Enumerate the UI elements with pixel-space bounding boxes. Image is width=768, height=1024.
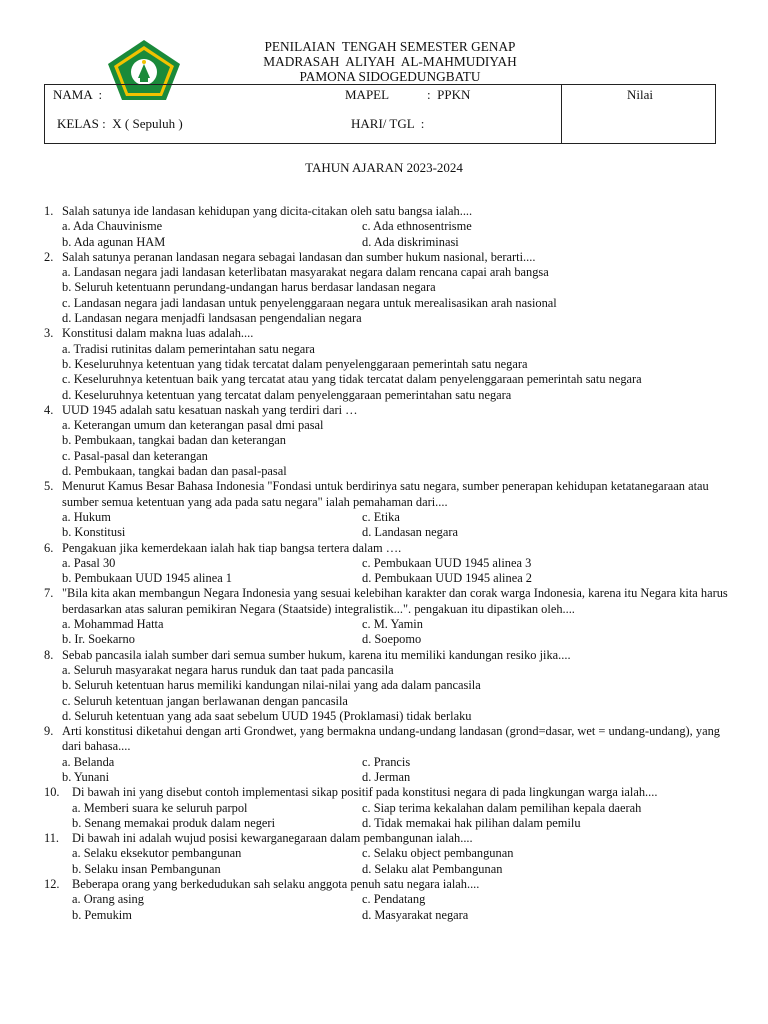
option-row — [44, 464, 734, 479]
question-stem — [44, 877, 734, 892]
answer-option: a. Selaku eksekutor pembangunan — [72, 846, 242, 861]
mapel-label: MAPEL — [345, 87, 390, 102]
option-row — [44, 678, 734, 693]
answer-option: b. Pemukim — [72, 907, 132, 922]
question-text: Konstitusi dalam makna luas adalah.... — [62, 326, 254, 341]
question-number: 11. — [44, 831, 60, 846]
answer-option: d. Seluruh ketentuan yang ada saat sebelum UUD 1945 (Proklamasi) tidak berlaku — [62, 708, 472, 723]
identity-divider — [561, 85, 562, 143]
question-item — [44, 541, 734, 587]
question-number: 7. — [44, 586, 54, 601]
question-text: Salah satunya ide landasan kehidupan yang dicita-citakan oleh satu bangsa ialah.... — [62, 204, 473, 218]
question-number: 6. — [44, 540, 54, 555]
option-row — [44, 908, 734, 923]
answer-option: d. Keseluruhnya ketentuan yang tercatat dalam penyelenggaraan pemerintahan satu negara — [62, 387, 512, 402]
option-row — [44, 265, 734, 280]
question-item — [44, 877, 734, 923]
answer-option: d. Masyarakat negara — [362, 907, 469, 922]
option-row — [44, 846, 734, 861]
answer-option: c. Seluruh ketentuan jangan berlawanan dengan pancasila — [62, 693, 348, 708]
answer-option: c. Prancis — [362, 754, 411, 769]
hari-tgl-field: HARI/ TGL : — [351, 116, 425, 131]
question-item — [44, 326, 734, 402]
option-row — [44, 357, 734, 372]
answer-option: a. Orang asing — [72, 892, 144, 907]
question-stem — [44, 403, 734, 418]
answer-option: c. Pendatang — [362, 892, 426, 907]
answer-option: b. Selaku insan Pembangunan — [72, 861, 221, 876]
option-row — [44, 709, 734, 724]
answer-option: c. Ada ethnosentrisme — [362, 219, 472, 234]
answer-option: a. Memberi suara ke seluruh parpol — [72, 800, 248, 815]
option-row — [44, 571, 734, 586]
answer-option: b. Pembukaan UUD 1945 alinea 1 — [62, 571, 232, 586]
question-stem — [44, 831, 734, 846]
answer-option: a. Ada Chauvinisme — [62, 219, 163, 234]
question-stem — [44, 785, 734, 800]
answer-option: c. Pasal-pasal dan keterangan — [62, 448, 208, 463]
question-number: 5. — [44, 479, 54, 494]
question-number: 10. — [44, 785, 60, 800]
option-row — [44, 862, 734, 877]
question-stem — [44, 204, 734, 219]
option-row — [44, 556, 734, 571]
answer-option: c. Etika — [362, 509, 400, 524]
question-number: 12. — [44, 877, 60, 892]
option-row — [44, 235, 734, 250]
option-row — [44, 433, 734, 448]
answer-option: d. Soepomo — [362, 632, 422, 647]
answer-option: a. Tradisi rutinitas dalam pemerintahan satu negara — [62, 341, 315, 356]
answer-option: a. Keterangan umum dan keterangan pasal dmi pasal — [62, 418, 324, 433]
option-row — [44, 280, 734, 295]
answer-option: d. Jerman — [362, 769, 411, 784]
question-text: Arti konstitusi diketahui dengan arti Grondwet, yang bermakna undang-undang landasan (grond=dasar, wet = undang-undang), yang dari bahasa.... — [62, 724, 720, 754]
answer-option: b. Yunani — [62, 769, 110, 784]
identity-box — [44, 84, 716, 144]
option-row — [44, 342, 734, 357]
question-number: 9. — [44, 724, 54, 739]
answer-option: c. Pembukaan UUD 1945 alinea 3 — [362, 555, 532, 570]
answer-option: a. Seluruh masyarakat negara harus runduk dan taat pada pancasila — [62, 662, 394, 677]
answer-option: b. Keseluruhnya ketentuan yang tidak tercatat dalam penyelenggaraan pemerintah satu negara — [62, 356, 528, 371]
question-item — [44, 586, 734, 647]
academic-year: TAHUN AJARAN 2023-2024 — [305, 160, 463, 175]
mapel-value: : PPKN — [427, 87, 471, 102]
header-location: PAMONA SIDOGEDUNGBATU — [299, 69, 481, 84]
answer-option: a. Belanda — [62, 754, 115, 769]
answer-option: b. Ir. Soekarno — [62, 632, 135, 647]
answer-option: d. Landasan negara menjadfi landsasan pengendalian negara — [62, 311, 362, 326]
answer-option: b. Senang memakai produk dalam negeri — [72, 815, 276, 830]
answer-option: a. Pasal 30 — [62, 555, 116, 570]
question-stem — [44, 326, 734, 341]
option-row — [44, 388, 734, 403]
option-row — [44, 296, 734, 311]
answer-option: c. Selaku object pembangunan — [362, 846, 514, 861]
answer-option: d. Landasan negara — [362, 525, 458, 540]
question-stem — [44, 479, 734, 510]
question-item — [44, 204, 734, 250]
question-stem — [44, 648, 734, 663]
header-school: MADRASAH ALIYAH AL-MAHMUDIYAH — [263, 54, 517, 69]
question-text: Salah satunya peranan landasan negara sebagai landasan dan sumber hukum nasional, berarti.... — [62, 249, 536, 264]
answer-option: b. Seluruh ketentuan harus memiliki kandungan nilai-nilai yang ada dalam pancasila — [62, 678, 481, 693]
question-item — [44, 648, 734, 724]
option-row — [44, 755, 734, 770]
option-row — [44, 663, 734, 678]
question-text: Di bawah ini adalah wujud posisi kewarganegaraan dalam pembangunan ialah.... — [72, 831, 473, 846]
question-stem — [44, 586, 734, 617]
question-item — [44, 785, 734, 831]
answer-option: b. Ada agunan HAM — [62, 234, 166, 249]
question-item — [44, 724, 734, 785]
answer-option: d. Pembukaan UUD 1945 alinea 2 — [362, 571, 532, 586]
question-number: 1. — [44, 204, 54, 218]
question-number: 3. — [44, 326, 54, 341]
question-stem — [44, 250, 734, 265]
question-stem — [44, 541, 734, 556]
nama-field: NAMA : — [53, 87, 103, 102]
option-row — [44, 816, 734, 831]
answer-option: c. M. Yamin — [362, 617, 423, 632]
question-text: Menurut Kamus Besar Bahasa Indonesia "Fondasi untuk berdirinya satu negara, sumber penerapan kehidupan ketatanegaraan atau sumber semua ketentuan yang ada pada satu negara" ialah pemahaman dari.... — [62, 479, 709, 509]
option-row — [44, 694, 734, 709]
option-row — [44, 525, 734, 540]
question-stem — [44, 724, 734, 755]
answer-option: c. Landasan negara jadi landasan untuk penyelenggaraan negara untuk merealisasikan arah nasional — [62, 295, 557, 310]
question-text: UUD 1945 adalah satu kesatuan naskah yang terdiri dari … — [62, 402, 358, 417]
answer-option: b. Seluruh ketentuann perundang-undangan harus berdasar landasan negara — [62, 280, 436, 295]
question-text: "Bila kita akan membangun Negara Indonesia yang sesuai kelebihan karakter dan corak warga Indonesia, karena itu Negara kita harus berdasarkan atas saluran pemikiran Negara (Staatside) integralistik...". pengakuan itu dipastikan oleh.... — [62, 586, 728, 616]
answer-option: c. Keseluruhnya ketentuan baik yang tercatat atau yang tidak tercatat dalam penyelenggaraan pemerintah satu negara — [62, 372, 642, 387]
answer-option: d. Ada diskriminasi — [362, 234, 459, 249]
question-number: 2. — [44, 249, 54, 264]
option-row — [44, 449, 734, 464]
option-row — [44, 617, 734, 632]
nilai-label: Nilai — [627, 87, 653, 102]
question-item — [44, 403, 734, 479]
question-item — [44, 479, 734, 540]
question-number: 8. — [44, 647, 54, 662]
answer-option: a. Mohammad Hatta — [62, 617, 164, 632]
kelas-field: KELAS : X ( Sepuluh ) — [57, 116, 183, 131]
option-row — [44, 892, 734, 907]
answer-option: a. Landasan negara jadi landasan keterlibatan masyarakat negara dalam rencana capai arah bangsa — [62, 265, 549, 280]
question-item — [44, 831, 734, 877]
question-list — [44, 204, 734, 923]
option-row — [44, 372, 734, 387]
answer-option: a. Hukum — [62, 509, 111, 524]
question-text: Pengakuan jika kemerdekaan ialah hak tiap bangsa tertera dalam …. — [62, 540, 402, 555]
answer-option: d. Pembukaan, tangkai badan dan pasal-pasal — [62, 464, 287, 479]
option-row — [44, 510, 734, 525]
option-row — [44, 418, 734, 433]
answer-option: b. Pembukaan, tangkai badan dan keterangan — [62, 433, 286, 448]
answer-option: d. Selaku alat Pembangunan — [362, 861, 503, 876]
question-number: 4. — [44, 402, 54, 417]
question-text: Di bawah ini yang disebut contoh implementasi sikap positif pada konstitusi negara di pada lingkungan warga ialah.... — [72, 785, 658, 800]
question-text: Beberapa orang yang berkedudukan sah selaku anggota penuh satu negara ialah.... — [72, 877, 480, 892]
option-row — [44, 770, 734, 785]
header-title: PENILAIAN TENGAH SEMESTER GENAP — [264, 39, 516, 54]
option-row — [44, 632, 734, 647]
answer-option: b. Konstitusi — [62, 525, 126, 540]
option-row — [44, 801, 734, 816]
question-text: Sebab pancasila ialah sumber dari semua sumber hukum, karena itu memiliki kandungan resiko jika.... — [62, 647, 571, 662]
option-row — [44, 219, 734, 234]
answer-option: d. Tidak memakai hak pilihan dalam pemilu — [362, 815, 581, 830]
question-item — [44, 250, 734, 326]
option-row — [44, 311, 734, 326]
answer-option: c. Siap terima kekalahan dalam pemilihan kepala daerah — [362, 800, 642, 815]
